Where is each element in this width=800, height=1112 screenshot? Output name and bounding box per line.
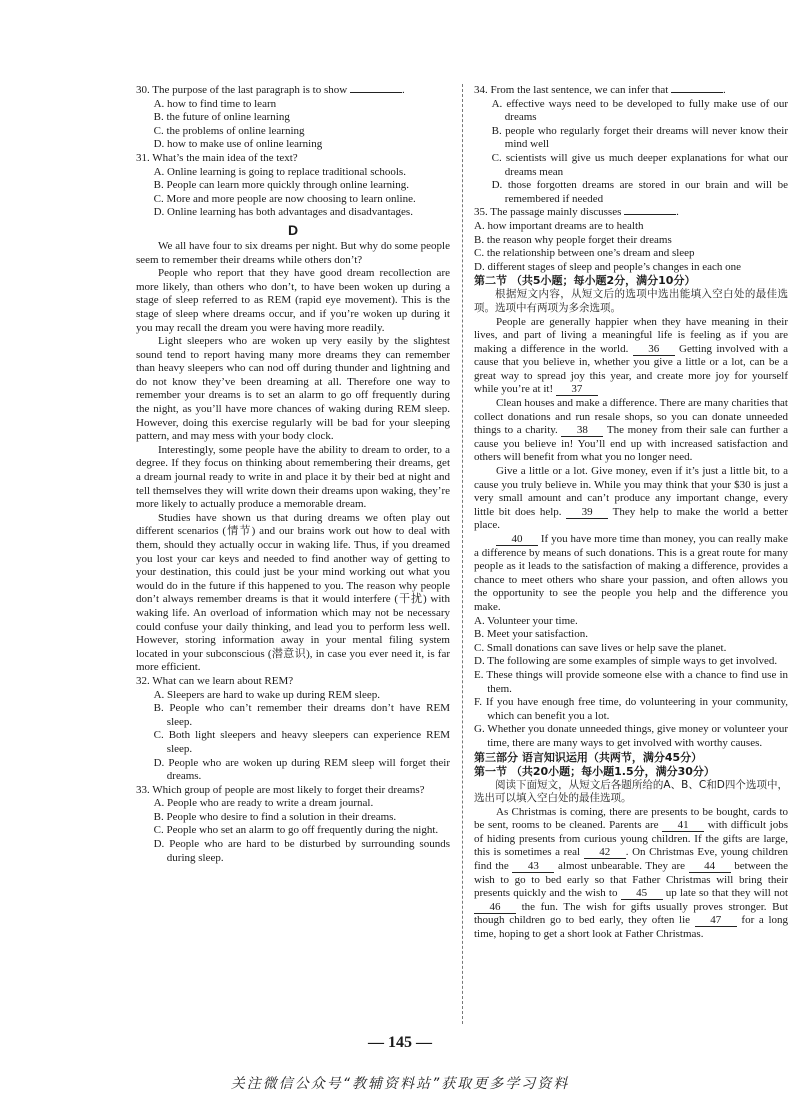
q33-option-a[interactable]: A. People who are ready to write a dream journal. [153,797,374,810]
section-2-option-c[interactable]: C. Small donations can save lives or help save the planet. [474,641,727,654]
q31-option-b[interactable]: B. People can learn more quickly through online learning. [153,179,409,192]
question-31 [136,152,450,220]
q31-option-a[interactable]: A. Online learning is going to replace traditional schools. [153,165,406,178]
blank-38[interactable]: 38 [561,424,603,437]
blank-39[interactable]: 39 [566,506,608,519]
section-2-option-d[interactable]: D. The following are some examples of simple ways to get involved. [474,655,778,668]
section-2-paragraph: 40 If you have more time than money, you can really make a difference by means of such donations. This is a great route for many people as it leads to the satisfaction of making a difference, provides a chance to meet others who share your passion, and often allows you the opportunity to see the people you help and the difference you make. [474,533,789,613]
part-3 [474,751,788,942]
q33-option-b[interactable]: B. People who desire to find a solution in their dreams. [153,810,397,823]
blank-43[interactable]: 43 [512,860,554,873]
q32-option-b[interactable]: B. People who can’t remember their dreams don’t have REM sleep. [153,702,450,728]
page-number: — 145 — [368,1034,432,1051]
section-2-option-g[interactable]: G. Whether you donate unneeded things, give money or volunteer your time, there are many ways to get involved with worthy causes. [474,723,788,749]
question-34: 34. From the last sentence, we can infer that . A. effective ways need to be developed to fully make use of our dreams B. people who regularly forget their dreams will never know their mind well C. scientists will give us much deeper explanations for what our dreams mean D. those forgotten dreams are stored in our brain and will be remembered if needed [474,84,788,205]
question-32 [136,675,450,784]
q33-option-c[interactable]: C. People who set an alarm to go off frequently during the night. [153,824,439,837]
passage-d-paragraph: We all have four to six dreams per night. But why do some people seem to remember their dreams while others don’t? [136,239,450,266]
q35-answer-blank[interactable] [624,214,676,215]
q32-option-c[interactable]: C. Both light sleepers and heavy sleepers can experience REM sleep. [153,729,450,755]
q35-stem: 35. The passage mainly discusses [474,206,622,219]
blank-46[interactable]: 46 [474,901,516,914]
q35-option-b[interactable]: B. the reason why people forget their dreams [474,233,672,246]
passage-d-paragraph: Interestingly, some people have the ability to dream to order, to a degree. If they focus on thinking about remembering their dreams, get a dream journal ready to write in and place it by their bed at night and tell themselves they will write down their dreams upon waking, they’re more likely to actually produce a memorable dream. [136,443,450,511]
part-3-sub-heading: 第一节 （共20小题；每小题1.5分，满分30分） [474,764,715,778]
q33-stem: 33. Which group of people are most likely to forget their dreams? [136,783,425,796]
blank-42[interactable]: 42 [584,846,626,859]
part-3-instruction: 阅读下面短文，从短文后各题所给的A、B、C和D四个选项中，选出可以填入空白处的最佳选项。 [474,778,788,805]
section-2-paragraph: People are generally happier when they have meaning in their lives, and part of living a meaningful life is feeling as if you are making a difference in the world. 36 Getting involved with a cause that you believe in, whether you give a little or a lot, can be a great way to spread joy this year, and create more joy for yourself while you’re at it! 37 [474,315,788,396]
q31-option-c[interactable]: C. More and more people are now choosing to learn online. [153,192,416,205]
passage-d-paragraph: Studies have shown us that during dreams we often play out different scenarios (情节) and our brains work out how to deal with them, should they actually occur in waking life. Thus, if you dreamed you lost your car keys and needed to find another way of getting to your destination, this could just be your mind working out what you would do in the future if this happened to you. The reason why people don’t always remember dreams is that it would interfere (干扰) with waking life. An overload of information which may not be necessary could confuse your daily thinking, and lead you to perform less well. However, storing information away in your mental filing system located in your subconscious (潜意识), in case you ever need it, is far more efficient. [136,511,450,674]
question-35: 35. The passage mainly discusses . A. how important dreams are to health B. the reason why people forget their dreams C. the relationship between one’s dream and sleep D. different stages of sleep and people’s changes in each one [474,206,788,274]
q32-option-a[interactable]: A. Sleepers are hard to wake up during REM sleep. [153,688,380,701]
q34-option-b[interactable]: B. people who regularly forget their dreams will never know their mind well [491,124,788,151]
q34-stem: 34. From the last sentence, we can infer that [474,84,669,96]
section-2-option-b[interactable]: B. Meet your satisfaction. [474,628,588,641]
passage-d-body [136,240,450,675]
q32-option-d[interactable]: D. People who are woken up during REM sleep will forget their dreams. [153,756,450,783]
q31-option-d[interactable]: D. Online learning has both advantages and disadvantages. [153,206,413,219]
part-3-heading: 第三部分 语言知识运用（共两节，满分45分） [474,750,703,764]
q30-option-c[interactable]: C. the problems of online learning [153,124,305,137]
blank-37[interactable]: 37 [556,383,598,396]
blank-45[interactable]: 45 [621,887,663,900]
section-2 [474,274,788,750]
question-33 [136,784,450,866]
q33-option-d[interactable]: D. People who are hard to be disturbed by surrounding sounds during sleep. [153,838,450,864]
section-2-option-a[interactable]: A. Volunteer your time. [474,614,578,627]
q34-option-c[interactable]: C. scientists will give us much deeper explanations for what our dreams mean [491,151,788,178]
blank-40[interactable]: 40 [496,533,538,546]
left-column [136,84,450,865]
q35-option-d[interactable]: D. different stages of sleep and people’s changes in each one [474,260,742,273]
section-2-paragraph: Clean houses and make a difference. There are many charities that collect donations and run resale shops, so you can donate unneeded things to a charity. 38 The money from their sale can further a cause you believe in! You’ll end up with increased satisfaction and others will benefit from what you no longer need. [474,397,788,464]
passage-d-paragraph: Light sleepers who are woken up very easily by the slightest sound tend to report having many more dreams they can remember than heavy sleepers who can nod off during thunder and lightning and do not know they’ve been dreaming at all. Therefore one way to remember your dreams is to set an alarm to go off frequently during the night, as you’ll have more chances of waking during REM sleep. However, doing this exercise regularly will be bad for your sleeping pattern, and may mess with your body clock. [136,335,450,443]
q35-option-a[interactable]: A. how important dreams are to health [474,219,644,232]
right-column [474,84,788,942]
section-2-heading: 第二节 （共5小题；每小题2分，满分10分） [474,274,696,288]
footer-note: 关注微信公众号“教辅资料站”获取更多学习资料 [230,1076,570,1092]
q35-option-c[interactable]: C. the relationship between one’s dream and sleep [474,247,695,260]
q30-option-a[interactable]: A. how to find time to learn [153,97,277,110]
blank-44[interactable]: 44 [689,860,731,873]
passage-d-paragraph: People who report that they have good dream recollection are more likely, than others who don’t, to have been woken up during a stage of sleep referred to as REM (rapid eye movement). This is the stage of sleep where dreams occur, and if you’re woken up during it you may recall the dream you were having more readily. [136,267,450,334]
q34-answer-blank[interactable] [671,92,723,93]
q30-option-b[interactable]: B. the future of online learning [153,111,290,124]
section-2-option-f[interactable]: F. If you have enough free time, do volunteering in your community, which can benefit you a lot. [474,696,788,722]
passage-d-title: D [287,221,299,238]
q34-option-a[interactable]: A. effective ways need to be developed to fully make use of our dreams [491,97,788,124]
blank-41[interactable]: 41 [662,819,704,832]
q30-stem: 30. The purpose of the last paragraph is to show [136,84,348,96]
section-2-paragraph: Give a little or a lot. Give money, even if it’s just a little bit, to a cause you truly believe in. While you may think that your $30 is just a very small amount and can’t produce any important change, every little bit does help. 39 They help to make the world a better place. [474,465,788,532]
blank-36[interactable]: 36 [633,343,675,356]
q31-stem: 31. What’s the main idea of the text? [136,151,298,164]
q34-option-d[interactable]: D. those forgotten dreams are stored in our brain and will be remembered if needed [491,179,788,205]
q30-option-d[interactable]: D. how to make use of online learning [153,138,323,151]
cloze-passage: As Christmas is coming, there are presents to be bought, cards to be sent, rooms to be cleaned. Parents are 41 with difficult jobs of hiding presents from curious young children. If the gifts are large, this is sometimes a real 42 . On Christmas Eve, young children find the 43 almost unbearable. They are 44 between the wish to go to bed early so that Father Christmas will bring their presents quickly and the wish to 45 up late so that they will not 46 the fun. The wish for gifts usually proves stronger. But though children go to bed early, they often lie 47 for a long time, hoping to get a short look at Father Christmas. [474,805,789,941]
question-30: 30. The purpose of the last paragraph is to show . A. how to find time to learn B. the future of online learning C. the problems of online learning D. how to make use of online learning [136,84,450,152]
column-divider [462,84,463,1024]
q30-answer-blank[interactable] [350,92,402,93]
q32-stem: 32. What can we learn about REM? [136,674,294,687]
section-2-instruction: 根据短文内容，从短文后的选项中选出能填入空白处的最佳选项。选项中有两项为多余选项。 [474,288,788,314]
blank-47[interactable]: 47 [695,914,737,927]
section-2-option-e[interactable]: E. These things will provide someone else with a chance to find use in them. [474,668,788,695]
